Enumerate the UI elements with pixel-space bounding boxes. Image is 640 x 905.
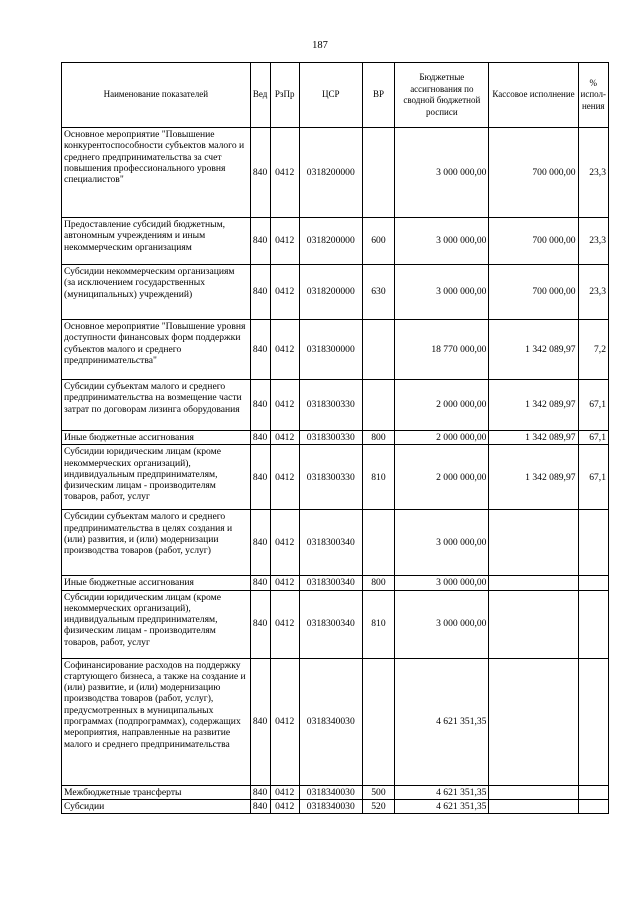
table-body (62, 128, 609, 814)
cell-cash (489, 510, 578, 576)
cell-csr: 0318340030 (299, 658, 362, 785)
cell-name: Межбюджетные трансферты (62, 785, 251, 799)
cell-rzpr: 0412 (270, 265, 299, 320)
cell-ved: 840 (250, 320, 270, 380)
cell-ved: 840 (250, 431, 270, 445)
cell-rzpr: 0412 (270, 320, 299, 380)
cell-budget: 18 770 000,00 (395, 320, 489, 380)
cell-ved: 840 (250, 128, 270, 218)
budget-table (61, 62, 609, 814)
cell-rzpr: 0412 (270, 445, 299, 510)
cell-vr: 810 (362, 445, 394, 510)
cell-ved: 840 (250, 265, 270, 320)
col-header-ved: Вед (250, 63, 270, 128)
cell-cash: 1 342 089,97 (489, 431, 578, 445)
col-header-name: Наименование показателей (62, 63, 251, 128)
col-header-rzpr: РзПр (270, 63, 299, 128)
cell-name: Субсидии юридическим лицам (кроме некоммерческих организаций), индивидуальным предпринимателям, физическим лицам - производителям товаров, работ, услуг (62, 445, 251, 510)
table-row (62, 658, 609, 785)
cell-budget: 3 000 000,00 (395, 218, 489, 265)
cell-cash (489, 785, 578, 799)
table-row (62, 510, 609, 576)
cell-vr (362, 380, 394, 431)
cell-pct: 67,1 (578, 380, 608, 431)
page-number: 187 (312, 40, 328, 51)
cell-vr: 800 (362, 431, 394, 445)
cell-budget: 4 621 351,35 (395, 658, 489, 785)
col-header-cash: Кассовое исполнение (489, 63, 578, 128)
cell-pct (578, 785, 608, 799)
cell-vr: 630 (362, 265, 394, 320)
cell-csr: 0318300330 (299, 445, 362, 510)
table-row (62, 799, 609, 813)
cell-csr: 0318200000 (299, 128, 362, 218)
cell-budget: 4 621 351,35 (395, 799, 489, 813)
table-row (62, 576, 609, 590)
cell-name: Основное мероприятие "Повышение уровня доступности финансовых форм поддержки субъектов малого и среднего предпринимательства" (62, 320, 251, 380)
cell-name: Субсидии субъектам малого и среднего предпринимательства в целях создания и (или) развития, и (или) модернизации производства товаров (работ, услуг) (62, 510, 251, 576)
table-row (62, 590, 609, 658)
cell-budget: 2 000 000,00 (395, 380, 489, 431)
cell-cash (489, 576, 578, 590)
cell-pct: 23,3 (578, 218, 608, 265)
cell-vr (362, 658, 394, 785)
table-row (62, 431, 609, 445)
cell-csr: 0318300000 (299, 320, 362, 380)
col-header-pct: % испол-нения (578, 63, 608, 128)
col-header-budget: Бюджетные ассигнования по сводной бюджетной росписи (395, 63, 489, 128)
cell-name: Субсидии юридическим лицам (кроме некоммерческих организаций), индивидуальным предпринимателям, физическим лицам - производителям товаров, работ, услуг (62, 590, 251, 658)
cell-name: Субсидии субъектам малого и среднего предпринимательства на возмещение части затрат по договорам лизинга оборудования (62, 380, 251, 431)
cell-budget: 3 000 000,00 (395, 265, 489, 320)
cell-budget: 4 621 351,35 (395, 785, 489, 799)
cell-cash: 1 342 089,97 (489, 380, 578, 431)
cell-cash: 700 000,00 (489, 218, 578, 265)
cell-budget: 2 000 000,00 (395, 431, 489, 445)
cell-csr: 0318340030 (299, 785, 362, 799)
cell-csr: 0318340030 (299, 799, 362, 813)
cell-ved: 840 (250, 510, 270, 576)
cell-rzpr: 0412 (270, 576, 299, 590)
table-header-row (62, 63, 609, 128)
cell-budget: 3 000 000,00 (395, 576, 489, 590)
cell-pct: 23,3 (578, 265, 608, 320)
cell-csr: 0318300330 (299, 431, 362, 445)
cell-rzpr: 0412 (270, 799, 299, 813)
cell-vr: 810 (362, 590, 394, 658)
cell-ved: 840 (250, 445, 270, 510)
table-row (62, 128, 609, 218)
cell-rzpr: 0412 (270, 510, 299, 576)
cell-pct: 23,3 (578, 128, 608, 218)
cell-vr (362, 128, 394, 218)
cell-cash (489, 590, 578, 658)
cell-ved: 840 (250, 658, 270, 785)
cell-rzpr: 0412 (270, 380, 299, 431)
cell-rzpr: 0412 (270, 218, 299, 265)
cell-budget: 2 000 000,00 (395, 445, 489, 510)
cell-pct: 67,1 (578, 431, 608, 445)
cell-rzpr: 0412 (270, 658, 299, 785)
cell-pct (578, 658, 608, 785)
cell-pct (578, 799, 608, 813)
cell-pct (578, 510, 608, 576)
cell-name: Основное мероприятие "Повышение конкурентоспособности субъектов малого и среднего предпринимательства за счет повышения профессионального уровня специалистов" (62, 128, 251, 218)
cell-rzpr: 0412 (270, 431, 299, 445)
cell-name: Субсидии некоммерческим организациям (за исключением государственных (муниципальных) учреждений) (62, 265, 251, 320)
cell-ved: 840 (250, 785, 270, 799)
cell-rzpr: 0412 (270, 590, 299, 658)
cell-csr: 0318300340 (299, 590, 362, 658)
cell-ved: 840 (250, 218, 270, 265)
cell-budget: 3 000 000,00 (395, 510, 489, 576)
cell-cash: 1 342 089,97 (489, 320, 578, 380)
cell-budget: 3 000 000,00 (395, 590, 489, 658)
cell-pct (578, 590, 608, 658)
cell-cash (489, 799, 578, 813)
cell-ved: 840 (250, 590, 270, 658)
cell-csr: 0318200000 (299, 218, 362, 265)
cell-vr: 800 (362, 576, 394, 590)
table-row (62, 445, 609, 510)
cell-pct (578, 576, 608, 590)
cell-vr (362, 510, 394, 576)
cell-budget: 3 000 000,00 (395, 128, 489, 218)
cell-name: Иные бюджетные ассигнования (62, 431, 251, 445)
cell-name: Иные бюджетные ассигнования (62, 576, 251, 590)
cell-vr: 600 (362, 218, 394, 265)
cell-name: Софинансирование расходов на поддержку стартующего бизнеса, а также на создание и (или) развитие, и (или) модернизацию производства товаров (работ, услуг), предусмотренных в муниципальных программах (подпрограммах), содержащих мероприятия, направленные на развитие малого и среднего предпринимательства (62, 658, 251, 785)
cell-pct: 67,1 (578, 445, 608, 510)
table-row (62, 785, 609, 799)
cell-name: Субсидии (62, 799, 251, 813)
cell-rzpr: 0412 (270, 128, 299, 218)
cell-ved: 840 (250, 799, 270, 813)
cell-vr: 520 (362, 799, 394, 813)
table-row (62, 380, 609, 431)
cell-cash: 1 342 089,97 (489, 445, 578, 510)
cell-cash: 700 000,00 (489, 265, 578, 320)
cell-csr: 0318300340 (299, 576, 362, 590)
cell-ved: 840 (250, 380, 270, 431)
cell-csr: 0318200000 (299, 265, 362, 320)
cell-csr: 0318300340 (299, 510, 362, 576)
col-header-csr: ЦСР (299, 63, 362, 128)
col-header-vr: ВР (362, 63, 394, 128)
cell-cash (489, 658, 578, 785)
cell-ved: 840 (250, 576, 270, 590)
cell-vr (362, 320, 394, 380)
cell-vr: 500 (362, 785, 394, 799)
cell-name: Предоставление субсидий бюджетным, автономным учреждениям и иным некоммерческим организациям (62, 218, 251, 265)
table-row (62, 265, 609, 320)
cell-pct: 7,2 (578, 320, 608, 380)
table-row (62, 218, 609, 265)
cell-csr: 0318300330 (299, 380, 362, 431)
table-row (62, 320, 609, 380)
cell-cash: 700 000,00 (489, 128, 578, 218)
cell-rzpr: 0412 (270, 785, 299, 799)
